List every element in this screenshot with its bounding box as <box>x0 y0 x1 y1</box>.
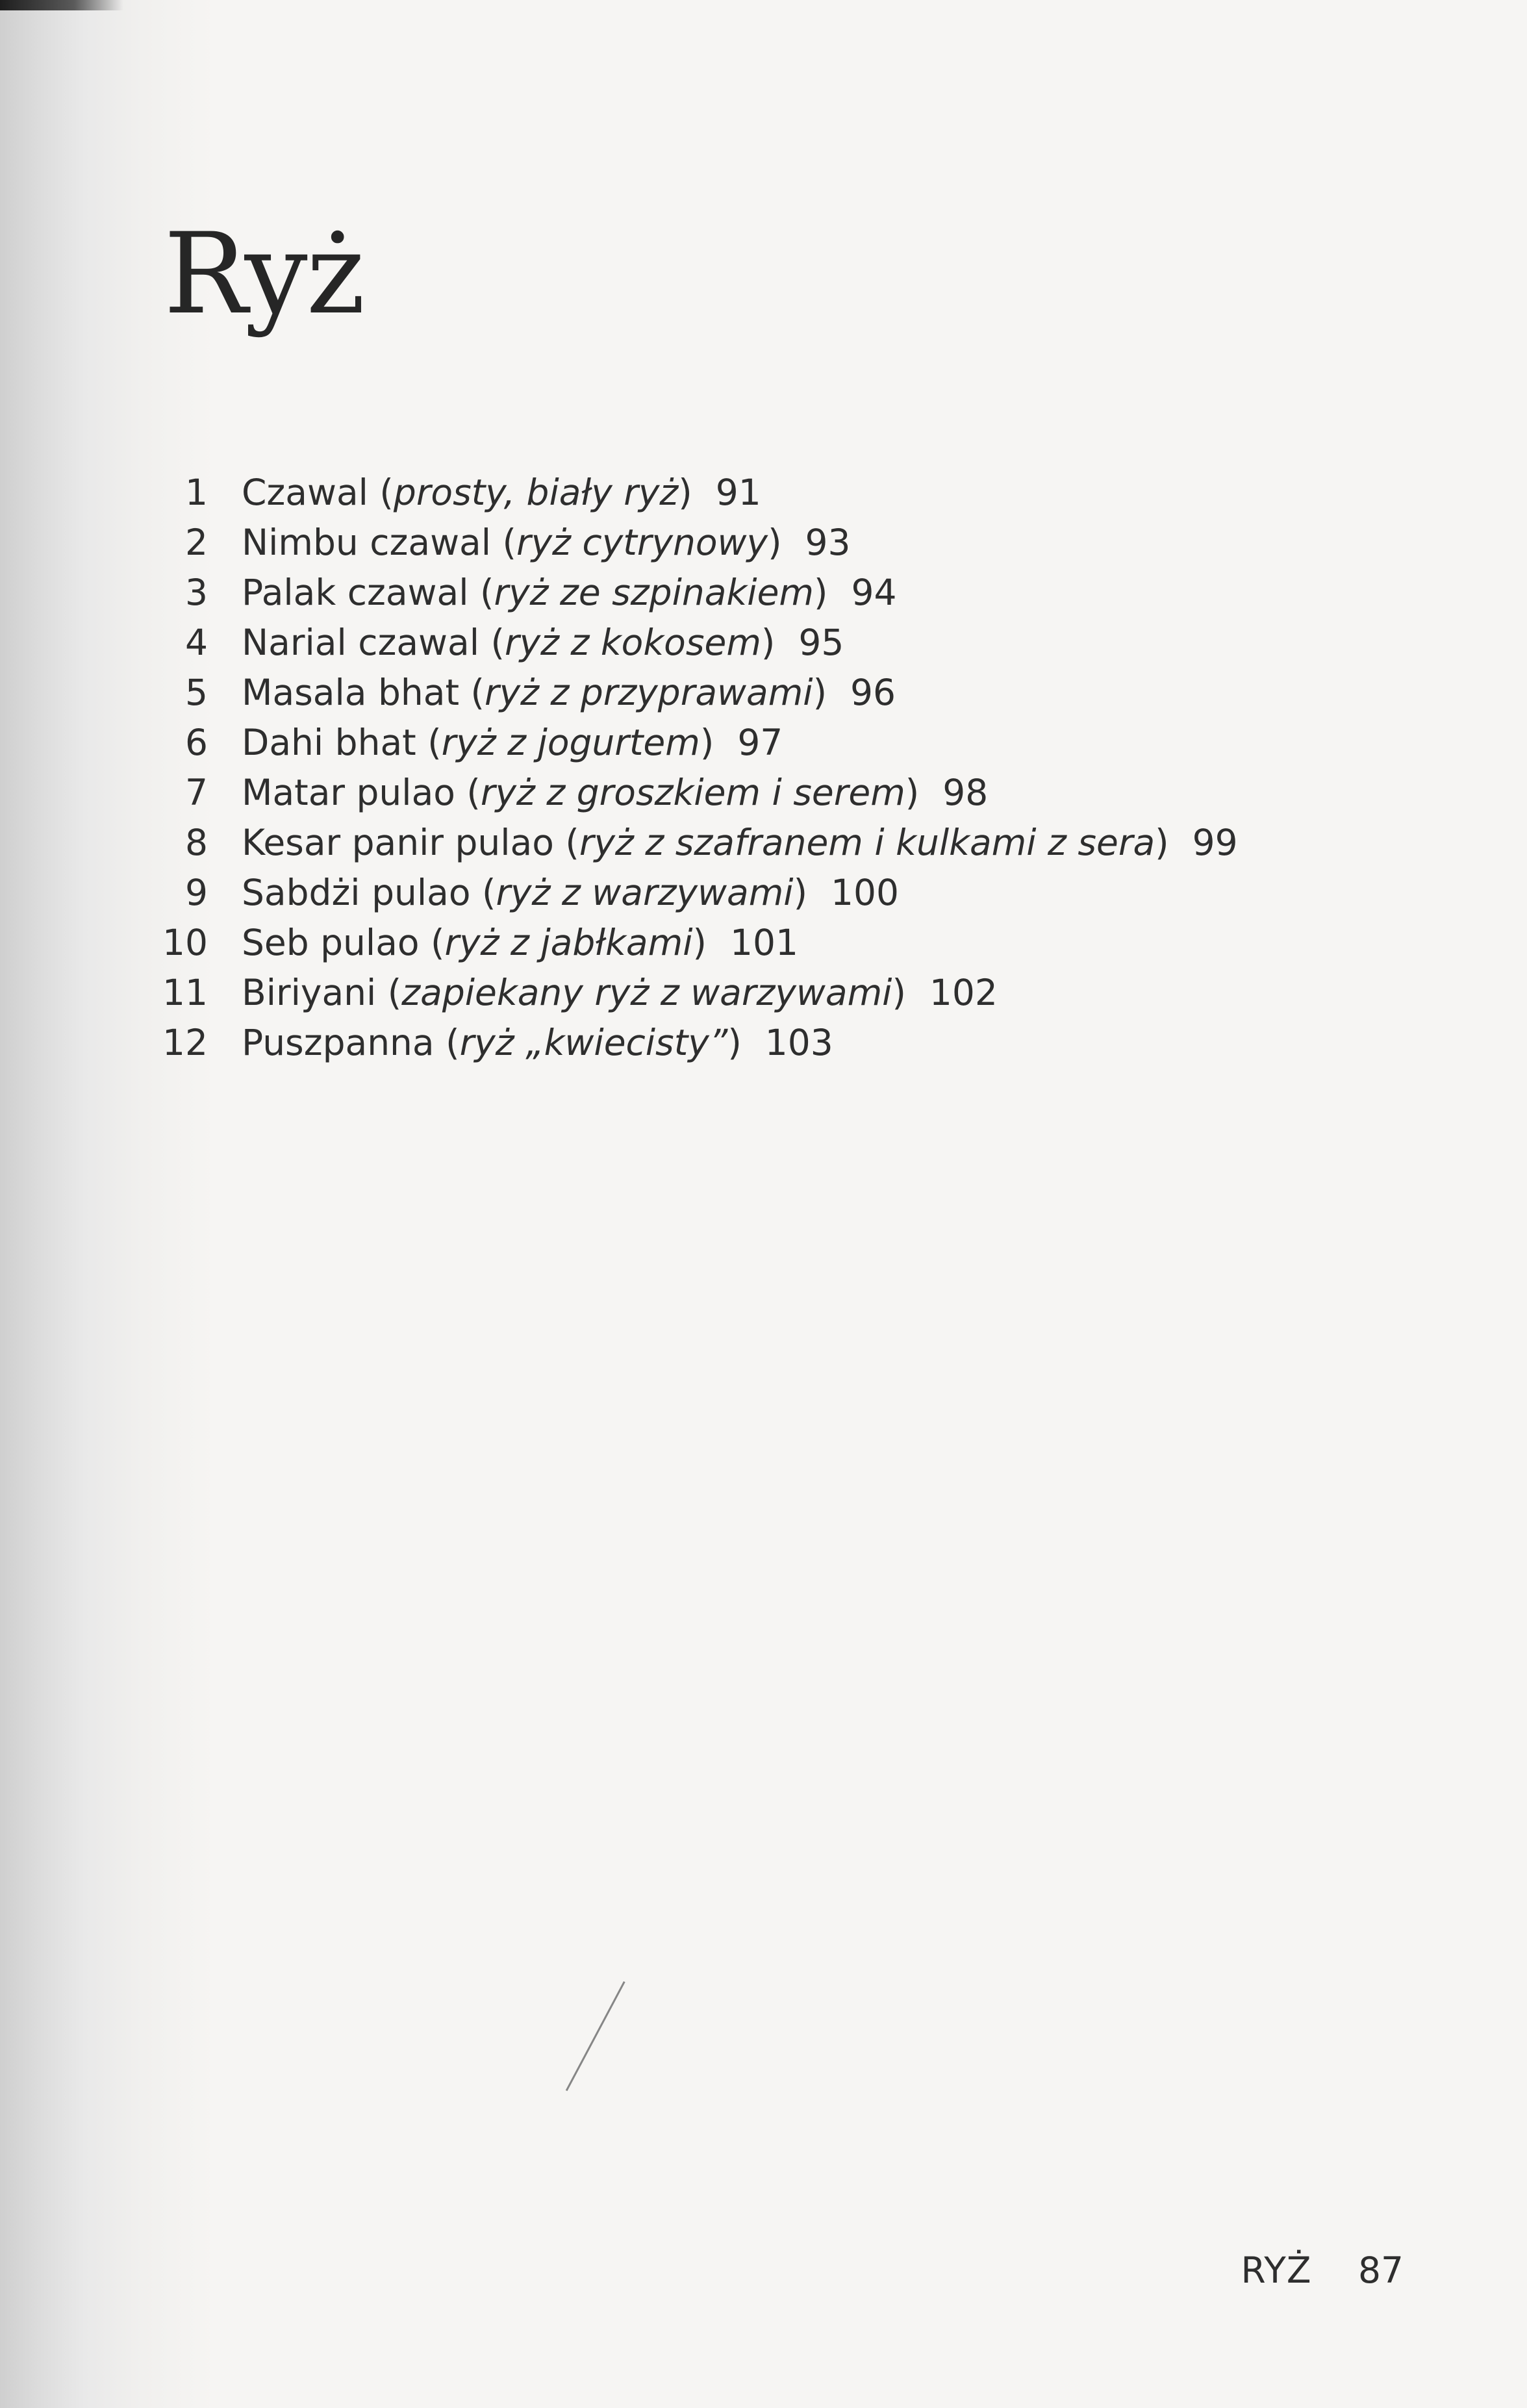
item-description: zapiekany ryż z warzywami <box>401 972 892 1013</box>
item-page-number: 94 <box>851 572 897 613</box>
item-description: ryż z warzywami <box>496 872 794 913</box>
item-name: Czawal <box>242 472 368 513</box>
item-name: Matar pulao <box>242 772 455 813</box>
item-description: ryż z jabłkami <box>444 922 693 963</box>
list-item: 4 Narial czawal ( ryż z kokosem ) 95 <box>149 618 1238 668</box>
item-page-number: 95 <box>798 622 844 663</box>
item-description: ryż z przyprawami <box>484 672 813 713</box>
item-name: Palak czawal <box>242 572 469 613</box>
item-number: 12 <box>162 1022 208 1063</box>
list-item: 11 Biriyani ( zapiekany ryż z warzywami ) 102 <box>149 968 1238 1018</box>
item-number: 6 <box>185 722 208 763</box>
item-page-number: 93 <box>805 522 851 563</box>
item-page-number: 97 <box>737 722 783 763</box>
item-description: ryż z groszkiem i serem <box>480 772 905 813</box>
item-name: Kesar panir pulao <box>242 822 554 863</box>
item-description: ryż „kwiecisty” <box>459 1022 728 1063</box>
item-number: 7 <box>185 772 208 813</box>
list-item: 10 Seb pulao ( ryż z jabłkami ) 101 <box>149 918 1238 968</box>
item-page-number: 101 <box>729 922 798 963</box>
item-name: Puszpanna <box>242 1022 435 1063</box>
list-item: 3 Palak czawal ( ryż ze szpinakiem ) 94 <box>149 568 1238 618</box>
list-item: 12 Puszpanna ( ryż „kwiecisty” ) 103 <box>149 1018 1238 1068</box>
item-number: 1 <box>185 472 208 513</box>
item-description: ryż z jogurtem <box>441 722 700 763</box>
list-item: 5 Masala bhat ( ryż z przyprawami ) 96 <box>149 668 1238 718</box>
item-number: 3 <box>185 572 208 613</box>
item-description: prosty, biały ryż <box>393 472 679 513</box>
item-name: Dahi bhat <box>242 722 416 763</box>
list-item: 6 Dahi bhat ( ryż z jogurtem ) 97 <box>149 718 1238 768</box>
item-number: 2 <box>185 522 208 563</box>
list-item: 1 Czawal ( prosty, biały ryż ) 91 <box>149 468 1238 518</box>
item-page-number: 103 <box>764 1022 833 1063</box>
item-description: ryż z szafranem i kulkami z sera <box>579 822 1155 863</box>
item-name: Biriyani <box>242 972 377 1013</box>
item-number: 8 <box>185 822 208 863</box>
item-name: Sabdżi pulao <box>242 872 471 913</box>
item-page-number: 102 <box>929 972 998 1013</box>
list-item: 2 Nimbu czawal ( ryż cytrynowy ) 93 <box>149 518 1238 568</box>
recipe-list <box>149 468 1238 1068</box>
stray-pencil-mark <box>566 1981 625 2091</box>
item-page-number: 100 <box>831 872 900 913</box>
list-item: 8 Kesar panir pulao ( ryż z szafranem i kulkami z sera ) 99 <box>149 818 1238 868</box>
item-number: 9 <box>185 872 208 913</box>
item-name: Nimbu czawal <box>242 522 492 563</box>
item-number: 4 <box>185 622 208 663</box>
item-page-number: 99 <box>1192 822 1238 863</box>
page-gutter-shadow <box>0 0 214 2408</box>
item-description: ryż z kokosem <box>504 622 761 663</box>
item-page-number: 96 <box>850 672 896 713</box>
page-footer <box>1241 2250 1404 2291</box>
item-name: Masala bhat <box>242 672 460 713</box>
footer-section-name: RYŻ <box>1241 2250 1312 2291</box>
item-description: ryż cytrynowy <box>516 522 768 563</box>
list-item: 7 Matar pulao ( ryż z groszkiem i serem ) 98 <box>149 768 1238 818</box>
item-name: Narial czawal <box>242 622 479 663</box>
item-number: 10 <box>162 922 208 963</box>
item-page-number: 91 <box>715 472 761 513</box>
item-number: 5 <box>185 672 208 713</box>
item-number: 11 <box>162 972 208 1013</box>
scan-corner-mark <box>0 0 123 10</box>
footer-page-number: 87 <box>1358 2250 1404 2291</box>
item-name: Seb pulao <box>242 922 420 963</box>
item-page-number: 98 <box>942 772 989 813</box>
list-item: 9 Sabdżi pulao ( ryż z warzywami ) 100 <box>149 868 1238 918</box>
item-description: ryż ze szpinakiem <box>494 572 814 613</box>
chapter-title: Ryż <box>164 209 364 339</box>
